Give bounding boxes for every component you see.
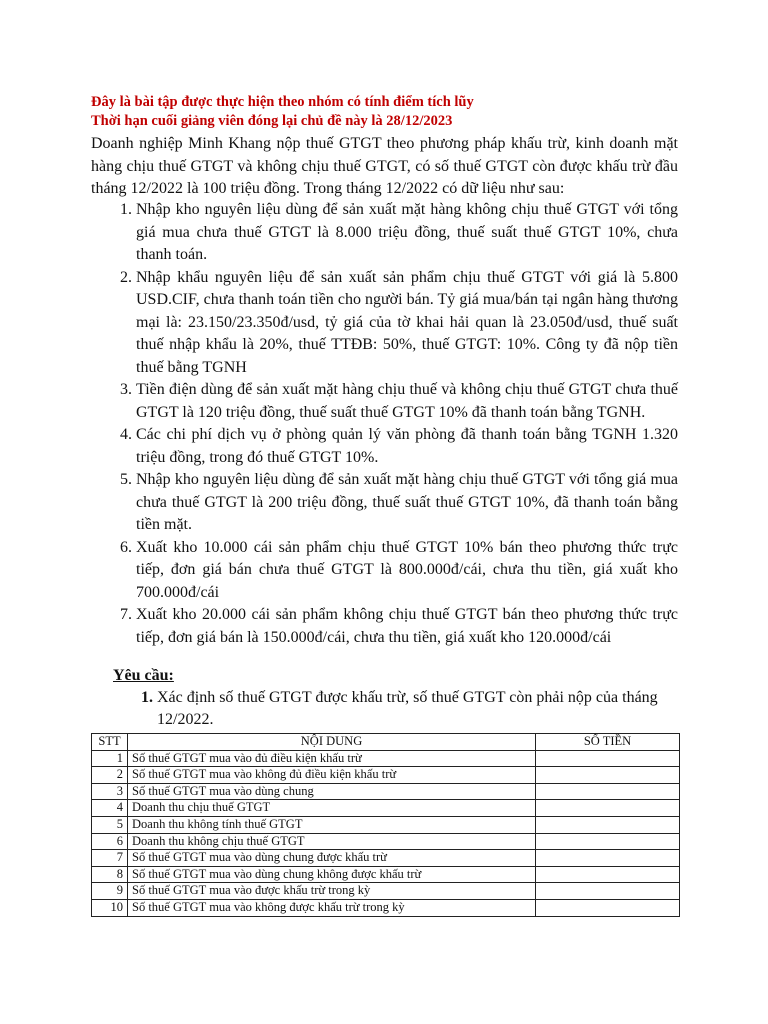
table-row xyxy=(92,833,680,850)
row-amount-cell[interactable] xyxy=(536,866,680,883)
column-header-amount: SỐ TIỀN xyxy=(536,734,680,751)
list-item: 4. Các chi phí dịch vụ ở phòng quản lý văn phòng đã thanh toán bằng TGNH 1.320 triệu đồng, trong đó thuế GTGT 10%. xyxy=(136,424,678,469)
row-number: 8 xyxy=(92,866,128,883)
assignment-notice: Đây là bài tập được thực hiện theo nhóm có tính điểm tích lũy xyxy=(91,94,474,110)
row-number: 9 xyxy=(92,883,128,900)
row-amount-cell[interactable] xyxy=(536,783,680,800)
table-row xyxy=(92,750,680,767)
requirements-list xyxy=(113,687,678,731)
row-amount-cell[interactable] xyxy=(536,816,680,833)
row-number: 4 xyxy=(92,800,128,817)
row-content: Số thuế GTGT mua vào không được khấu trừ trong kỳ xyxy=(128,899,536,916)
row-number: 2 xyxy=(92,767,128,784)
row-content: Số thuế GTGT mua vào dùng chung không được khấu trừ xyxy=(128,866,536,883)
row-amount-cell[interactable] xyxy=(536,850,680,867)
row-content: Số thuế GTGT mua vào dùng chung xyxy=(128,783,536,800)
table-row xyxy=(92,800,680,817)
row-amount-cell[interactable] xyxy=(536,833,680,850)
row-number: 3 xyxy=(92,783,128,800)
table-row xyxy=(92,883,680,900)
table-row xyxy=(92,783,680,800)
row-number: 1 xyxy=(92,750,128,767)
table-row xyxy=(92,850,680,867)
row-amount-cell[interactable] xyxy=(536,750,680,767)
list-item: 2. Nhập khẩu nguyên liệu để sản xuất sản phẩm chịu thuế GTGT với giá là 5.800 USD.CIF, chưa thanh toán tiền cho người bán. Tỷ giá mua/bán tại ngân hàng thương mại là: 23.150/23.350đ/usd, tỷ giá của tờ khai hải quan là 23.050đ/usd, thuế suất thuế nhập khẩu là 20%, thuế TTĐB: 50%, thuế GTGT: 10%. Công ty đã nộp tiền thuế bằng TGNH xyxy=(136,267,678,380)
row-amount-cell[interactable] xyxy=(536,800,680,817)
table-row xyxy=(92,816,680,833)
row-number: 6 xyxy=(92,833,128,850)
table-row xyxy=(92,866,680,883)
row-content: Doanh thu chịu thuế GTGT xyxy=(128,800,536,817)
row-number: 7 xyxy=(92,850,128,867)
row-content: Doanh thu không tính thuế GTGT xyxy=(128,816,536,833)
list-item: 1. Nhập kho nguyên liệu dùng để sản xuất mặt hàng không chịu thuế GTGT với tổng giá mua chưa thuế GTGT là 8.000 triệu đồng, thuế suất thuế GTGT 10%, chưa thanh toán. xyxy=(136,199,678,267)
row-content: Số thuế GTGT mua vào không đủ điều kiện khấu trừ xyxy=(128,767,536,784)
row-content: Số thuế GTGT mua vào dùng chung được khấu trừ xyxy=(128,850,536,867)
list-item: 7. Xuất kho 20.000 cái sản phẩm không chịu thuế GTGT bán theo phương thức trực tiếp, đơn giá bán là 150.000đ/cái, chưa thu tiền, giá xuất kho 120.000đ/cái xyxy=(136,604,678,649)
column-header-content: NỘI DUNG xyxy=(128,734,536,751)
row-content: Doanh thu không chịu thuế GTGT xyxy=(128,833,536,850)
list-item: 3. Tiền điện dùng để sản xuất mặt hàng chịu thuế và không chịu thuế GTGT chưa thuế GTGT là 120 triệu đồng, thuế suất thuế GTGT 10% đã thanh toán bằng TGNH. xyxy=(136,379,678,424)
row-content: Số thuế GTGT mua vào đủ điều kiện khấu trừ xyxy=(128,750,536,767)
table-row xyxy=(92,767,680,784)
row-number: 10 xyxy=(92,899,128,916)
list-item: 5. Nhập kho nguyên liệu dùng để sản xuất mặt hàng chịu thuế GTGT với tổng giá mua chưa thuế GTGT là 200 triệu đồng, thuế suất thuế GTGT 10%, đã thanh toán bằng tiền mặt. xyxy=(136,469,678,537)
column-header-stt: STT xyxy=(92,734,128,751)
table-row xyxy=(92,899,680,916)
row-number: 5 xyxy=(92,816,128,833)
row-amount-cell[interactable] xyxy=(536,899,680,916)
table-header-row xyxy=(92,734,680,751)
list-item: 6. Xuất kho 10.000 cái sản phẩm chịu thuế GTGT 10% bán theo phương thức trực tiếp, đơn giá bán chưa thuế GTGT là 800.000đ/cái, chưa thu tiền, giá xuất kho 700.000đ/cái xyxy=(136,537,678,605)
requirements-heading: Yêu cầu: xyxy=(113,667,174,684)
tax-table xyxy=(91,733,680,917)
row-content: Số thuế GTGT mua vào được khấu trừ trong kỳ xyxy=(128,883,536,900)
transaction-list xyxy=(91,199,678,649)
row-amount-cell[interactable] xyxy=(536,883,680,900)
row-amount-cell[interactable] xyxy=(536,767,680,784)
intro-paragraph: Doanh nghiệp Minh Khang nộp thuế GTGT theo phương pháp khấu trừ, kinh doanh mặt hàng chịu thuế GTGT và không chịu thuế GTGT, có số thuế GTGT còn được khấu trừ đầu tháng 12/2022 là 100 triệu đồng. Trong tháng 12/2022 có dữ liệu như sau: xyxy=(91,135,678,197)
deadline-notice: Thời hạn cuối giảng viên đóng lại chủ đề này là 28/12/2023 xyxy=(91,113,453,129)
requirement-item: 1. Xác định số thuế GTGT được khấu trừ, số thuế GTGT còn phải nộp của tháng 12/2022. xyxy=(157,687,678,731)
